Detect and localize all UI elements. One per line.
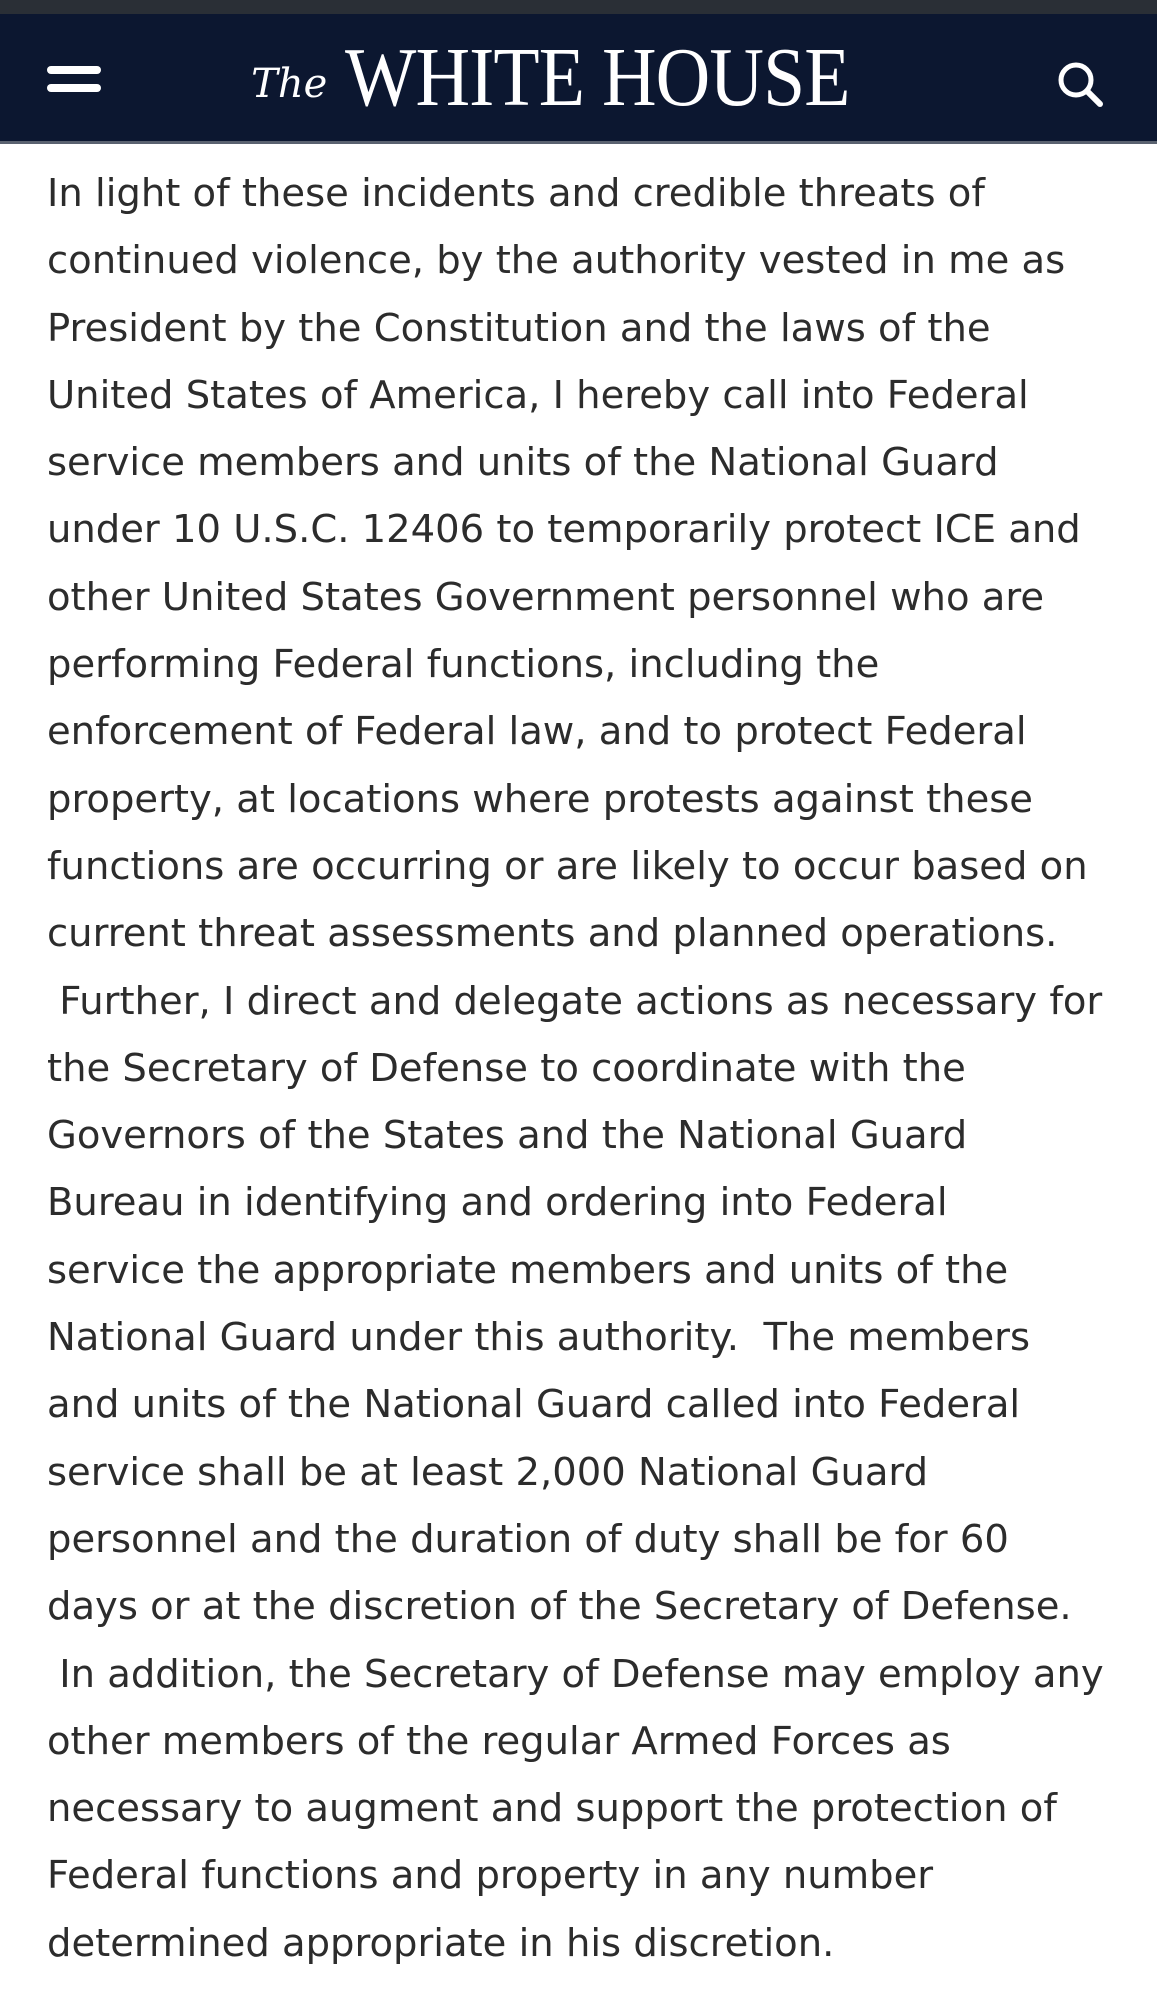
site-header: [0, 14, 1157, 144]
article-line: other United States Government personnel who are: [47, 574, 1045, 620]
article-line: determined appropriate in his discretion.: [47, 1920, 835, 1966]
article-line: other members of the regular Armed Forces as: [47, 1718, 951, 1764]
logo-title: WHITE HOUSE: [345, 31, 850, 124]
article-line: property, at locations where protests against these: [47, 776, 1033, 822]
article-line: personnel and the duration of duty shall be for 60: [47, 1516, 1009, 1562]
article-line: Bureau in identifying and ordering into Federal: [47, 1180, 948, 1226]
article-line: Further, I direct and delegate actions as necessary for: [47, 978, 1103, 1024]
site-logo[interactable]: [0, 31, 1157, 124]
article-line: performing Federal functions, including the: [47, 642, 880, 688]
article-line: service the appropriate members and units of the: [47, 1247, 1009, 1293]
article-content: [47, 160, 1137, 1977]
article-line: days or at the discretion of the Secretary of Defense.: [47, 1584, 1072, 1630]
article-line: current threat assessments and planned operations.: [47, 911, 1058, 957]
article-line: President by the Constitution and the laws of the: [47, 305, 991, 351]
article-paragraph: [47, 160, 1137, 1977]
search-button[interactable]: [1050, 54, 1110, 114]
article-line: In addition, the Secretary of Defense may employ any: [47, 1651, 1104, 1697]
article-line: service members and units of the National Guard: [47, 440, 999, 486]
article-line: functions are occurring or are likely to occur based on: [47, 843, 1088, 889]
article-line: Federal functions and property in any number: [47, 1853, 934, 1899]
article-line: In light of these incidents and credible threats of: [47, 171, 985, 216]
article-line: enforcement of Federal law, and to protect Federal: [47, 709, 1027, 755]
logo-prefix: The: [251, 61, 328, 107]
article-line: continued violence, by the authority vested in me as: [47, 238, 1066, 284]
article-line: the Secretary of Defense to coordinate with the: [47, 1045, 966, 1091]
article-line: service shall be at least 2,000 National Guard: [47, 1449, 929, 1495]
article-line: United States of America, I hereby call into Federal: [47, 372, 1029, 418]
article-line: National Guard under this authority. The members: [47, 1315, 1031, 1361]
article-line: Governors of the States and the National Guard: [47, 1113, 968, 1159]
article-line: and units of the National Guard called into Federal: [47, 1382, 1021, 1428]
search-icon: [1050, 54, 1110, 114]
article-line: necessary to augment and support the protection of: [47, 1786, 1057, 1832]
status-strip: [0, 0, 1157, 14]
article-line: under 10 U.S.C. 12406 to temporarily protect ICE and: [47, 507, 1081, 553]
